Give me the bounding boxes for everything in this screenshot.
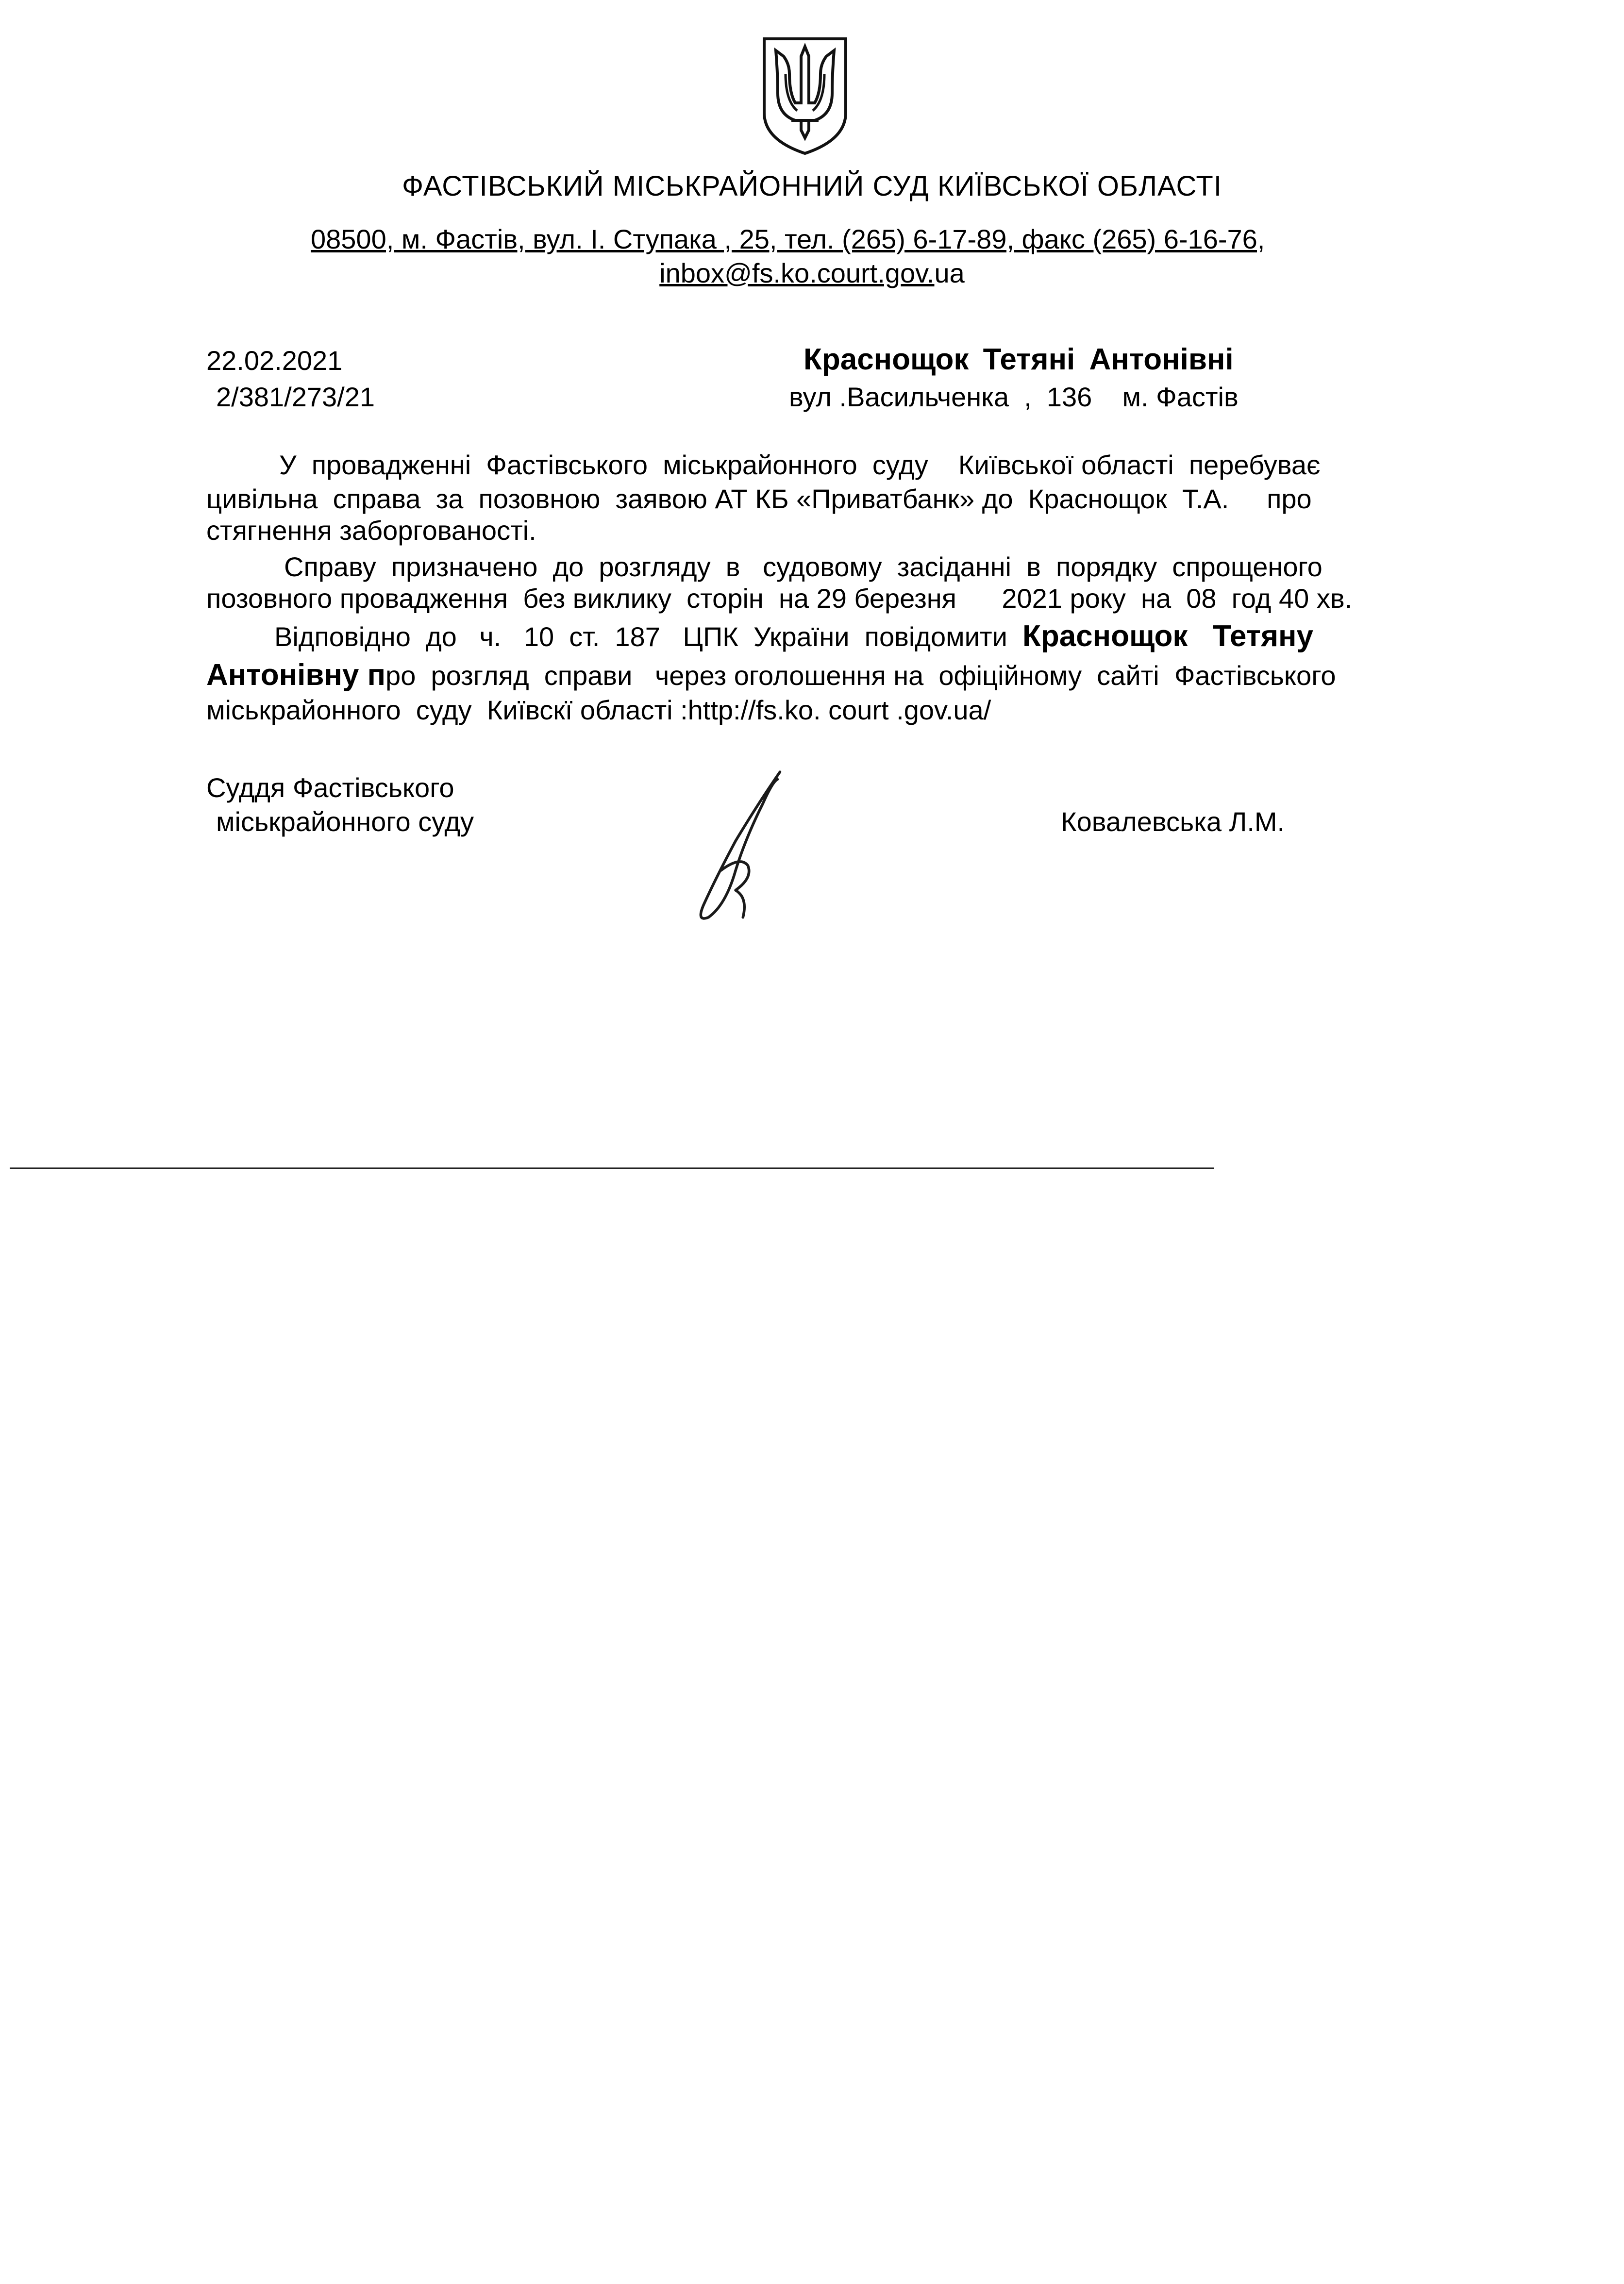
judge-title-line-2: міськрайонного суду	[216, 806, 474, 837]
handwritten-signature	[670, 767, 796, 927]
body-paragraph-1-line-2: цивільна справа за позовною заявою АТ КБ «Приватбанк» до Краснощок Т.А. про	[206, 483, 1312, 514]
horizontal-divider	[10, 1167, 1214, 1169]
defendant-name-bold: Краснощок Тетяну	[1022, 619, 1313, 653]
body-paragraph-1-line-3: стягнення заборгованості.	[206, 515, 536, 546]
court-email-address: inbox@fs.ko.court.gov.	[659, 258, 935, 288]
court-name: ФАСТІВСЬКИЙ МІСЬКРАЙОННИЙ СУД КИЇВСЬКОЇ ОБЛАСТІ	[402, 170, 1222, 202]
body-paragraph-1-line-1: У провадженні Фастівського міськрайонного суду Київської області перебуває	[279, 450, 1321, 480]
court-email-tail: ua	[934, 258, 965, 288]
court-email	[0, 257, 1624, 289]
body-paragraph-3-line-1	[274, 619, 1313, 653]
document-date: 22.02.2021	[206, 345, 343, 376]
judge-name: Ковалевська Л.М.	[1061, 806, 1285, 837]
body-paragraph-2-line-1: Справу призначено до розгляду в судовому засіданні в порядку спрощеного	[284, 551, 1323, 582]
body-paragraph-3-line-3: міськрайонного суду Київскї області :http://fs.ko. court .gov.ua/	[206, 695, 991, 725]
notice-text: Відповідно до ч. 10 ст. 187 ЦПК України повідомити	[274, 621, 1022, 652]
document-number: 2/381/273/21	[216, 382, 375, 412]
defendant-patronymic-bold: Антонівну п	[206, 658, 386, 692]
body-paragraph-2-line-2: позовного провадження без виклику сторін на 29 березня 2021 року на 08 год 40 хв.	[206, 583, 1353, 614]
recipient-name: Краснощок Тетяні Антонівні	[804, 343, 1234, 376]
court-address: 08500, м. Фастів, вул. І. Ступака , 25, тел. (265) 6-17-89, факс (265) 6-16-76,	[311, 224, 1265, 254]
judge-title-line-1: Суддя Фастівського	[206, 772, 454, 803]
notice-text-continued: ро розгляд справи через оголошення на офіційному сайті Фастівського	[385, 660, 1336, 691]
body-paragraph-3-line-2	[206, 658, 1336, 692]
trident-coat-of-arms-icon	[756, 35, 854, 156]
recipient-address: вул .Васильченка , 136 м. Фастів	[789, 382, 1239, 412]
